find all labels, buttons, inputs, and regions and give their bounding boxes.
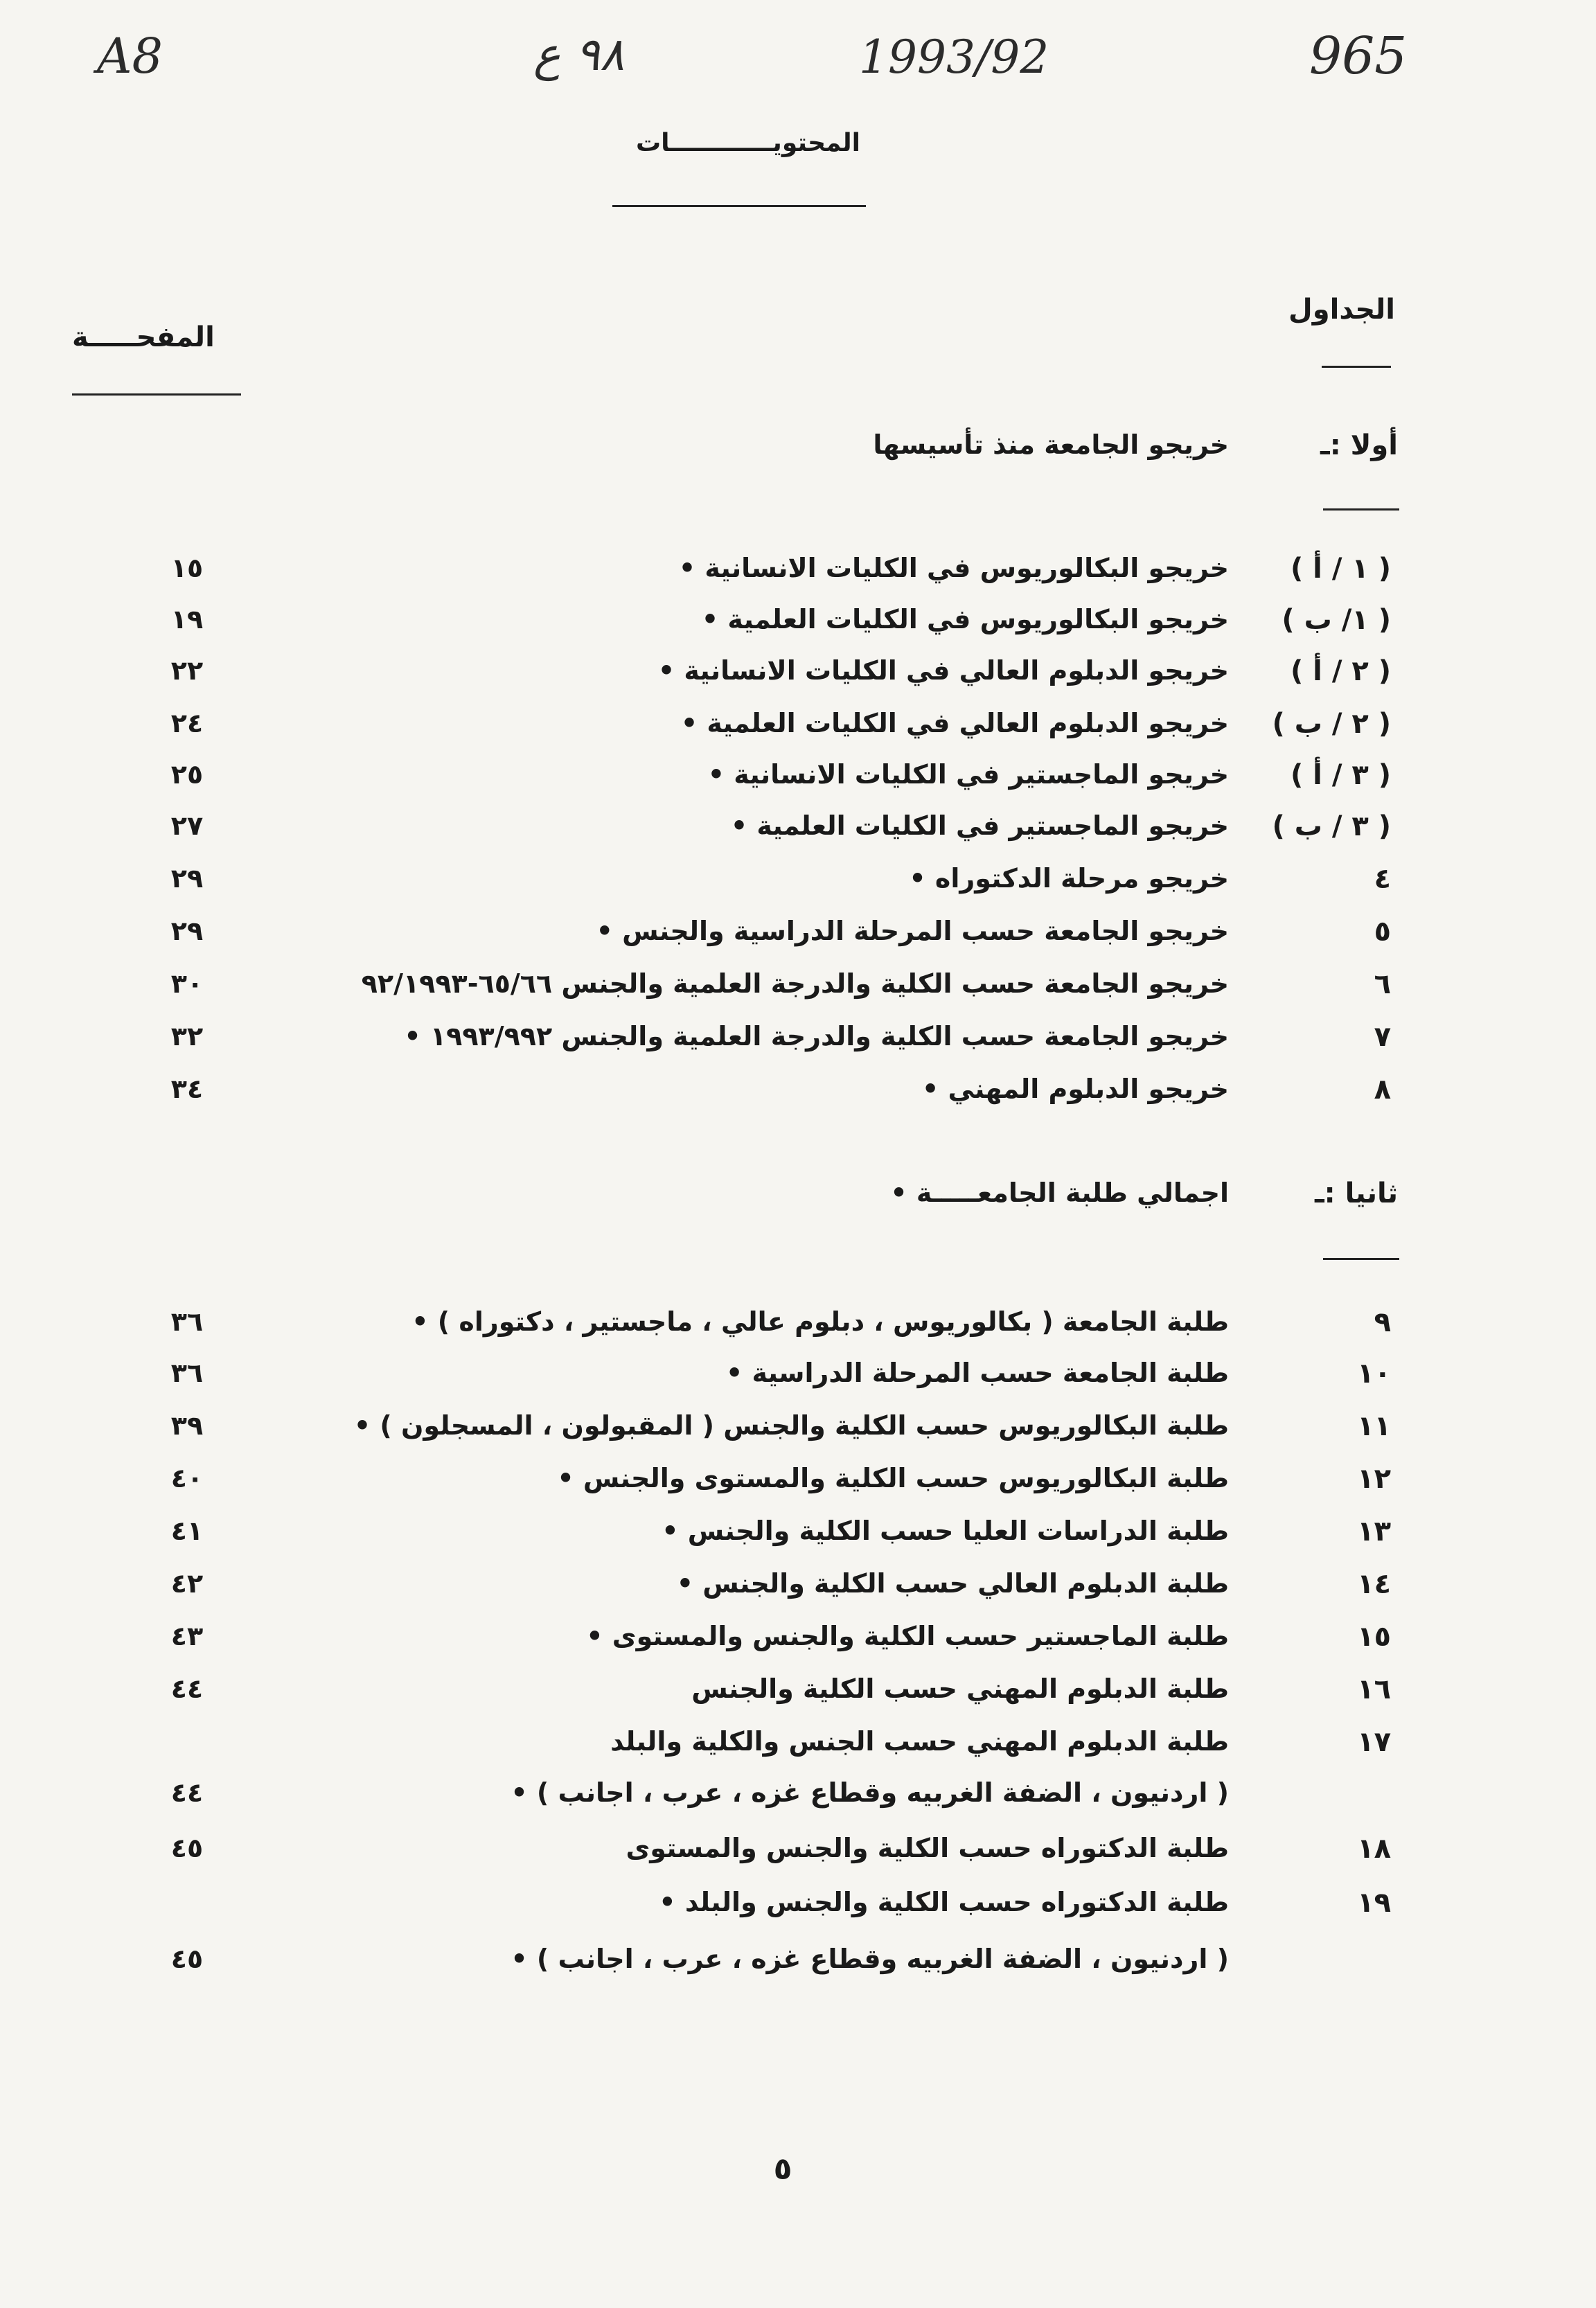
- page-ref: ١٥: [170, 553, 204, 583]
- page-ref: ٤٢: [170, 1568, 204, 1599]
- table-title: طلبة الدبلوم المهني حسب الجنس والكلية والبلد: [610, 1726, 1229, 1757]
- page-ref: ٤٠: [170, 1463, 204, 1493]
- table-title: طلبة الماجستير حسب الكلية والجنس والمستوى •: [586, 1621, 1229, 1651]
- toc-row: [0, 759, 1596, 808]
- section2-title: اجمالي طلبة الجامعـــــة •: [890, 1178, 1229, 1208]
- page-ref: ٣٠: [170, 968, 204, 999]
- page-ref: ٤١: [170, 1516, 204, 1546]
- page-column-header: المفحـــــة: [72, 321, 215, 353]
- table-title: خريجو الدبلوم العالي في الكليات العلمية •: [680, 708, 1229, 738]
- toc-row: [0, 1726, 1596, 1775]
- toc-row: [0, 708, 1596, 756]
- table-number: ٧: [1374, 1021, 1391, 1053]
- toc-row: [0, 1674, 1596, 1722]
- page-ref: ٢٧: [170, 810, 204, 841]
- toc-row: [0, 655, 1596, 704]
- handwritten-top-right: 965: [1309, 26, 1408, 86]
- handwritten-top-left: A8: [97, 28, 163, 85]
- section2-label: ثانيا :ـ: [1315, 1178, 1398, 1209]
- table-title: خريجو الماجستير في الكليات الانسانية •: [707, 759, 1229, 790]
- toc-row: [0, 1887, 1596, 1935]
- tables-header-underline: [1322, 366, 1391, 368]
- table-title: خريجو البكالوريوس في الكليات الانسانية •: [678, 553, 1229, 583]
- page-ref: ٣٩: [170, 1410, 204, 1441]
- table-title: خريجو الجامعة حسب المرحلة الدراسية والجنس •: [596, 916, 1229, 946]
- table-title: طلبة الدكتوراه حسب الكلية والجنس والمستوى: [626, 1833, 1229, 1863]
- table-number: ( ٣ / ب ): [1272, 810, 1391, 842]
- table-title: طلبة الدبلوم المهني حسب الكلية والجنس: [691, 1674, 1229, 1704]
- table-number: ( ٣ / أ ): [1290, 759, 1391, 791]
- toc-row: [0, 1621, 1596, 1669]
- table-title: طلبة البكالوريوس حسب الكلية والمستوى والجنس •: [557, 1463, 1229, 1493]
- table-number: ١٨: [1357, 1833, 1391, 1865]
- table-title: طلبة الدبلوم العالي حسب الكلية والجنس •: [676, 1568, 1229, 1599]
- toc-row: [0, 1568, 1596, 1617]
- page-ref: ٣٢: [170, 1021, 204, 1051]
- table-title: خريجو الجامعة حسب الكلية والدرجة العلمية والجنس ٦٥/٦٦-٩٢/١٩٩٣: [361, 968, 1229, 999]
- table-number: ( ٢ / أ ): [1290, 655, 1391, 687]
- table-title: طلبة الجامعة ( بكالوريوس ، دبلوم عالي ، ماجستير ، دكتوراه ) •: [411, 1306, 1229, 1337]
- table-number: ( ١/ ب ): [1282, 604, 1391, 636]
- toc-row: [0, 968, 1596, 1017]
- table-number: ١٤: [1357, 1568, 1391, 1600]
- toc-row: [0, 1944, 1596, 1992]
- page-ref: ٤٣: [170, 1621, 204, 1651]
- page-ref: ٢٩: [170, 916, 204, 946]
- table-number: ( ٢ / ب ): [1272, 708, 1391, 740]
- page-ref: ٣٦: [170, 1358, 204, 1388]
- table-title: خريجو الدبلوم العالي في الكليات الانسانية •: [657, 655, 1229, 686]
- table-number: ١٧: [1357, 1726, 1391, 1758]
- page-ref: ٤٤: [170, 1674, 204, 1704]
- table-title: خريجو البكالوريوس في الكليات العلمية •: [701, 604, 1229, 634]
- table-number: ٥: [1374, 916, 1391, 948]
- table-number: ١١: [1357, 1410, 1391, 1442]
- table-number: ٤: [1374, 863, 1391, 895]
- toc-row: [0, 1777, 1596, 1826]
- title-underline: [612, 205, 866, 207]
- section1-label: أولا :ـ: [1320, 429, 1398, 461]
- toc-row: [0, 1021, 1596, 1069]
- table-number: ١٩: [1357, 1887, 1391, 1919]
- table-title: طلبة الجامعة حسب المرحلة الدراسية •: [726, 1358, 1229, 1388]
- toc-row: [0, 1516, 1596, 1564]
- table-title: طلبة البكالوريوس حسب الكلية والجنس ( المقبولون ، المسجلون ) •: [353, 1410, 1229, 1441]
- toc-row: [0, 1833, 1596, 1881]
- table-number: ٨: [1374, 1074, 1391, 1106]
- page-ref: ٢٢: [170, 655, 204, 686]
- toc-row: [0, 1306, 1596, 1355]
- page-ref: ٤٥: [170, 1944, 204, 1974]
- toc-row: [0, 1463, 1596, 1511]
- page-ref: ٢٤: [170, 708, 204, 738]
- page-ref: ٢٩: [170, 863, 204, 894]
- page-ref: ٤٥: [170, 1833, 204, 1863]
- page-ref: ٣٦: [170, 1306, 204, 1337]
- page-ref: ٢٥: [170, 759, 204, 790]
- toc-row: [0, 604, 1596, 653]
- toc-row: [0, 553, 1596, 601]
- page-ref: ٤٤: [170, 1777, 204, 1808]
- toc-row: [0, 810, 1596, 859]
- table-number: ١٦: [1357, 1674, 1391, 1705]
- page-header-underline: [72, 393, 241, 396]
- table-title: طلبة الدراسات العليا حسب الكلية والجنس •: [662, 1516, 1229, 1546]
- section1-title: خريجو الجامعة منذ تأسيسها: [873, 429, 1229, 460]
- page-number: ٥: [773, 2151, 792, 2187]
- section2-underline: [1323, 1258, 1399, 1260]
- page-title: المحتويــــــــــــات: [635, 129, 861, 157]
- table-number: ١٣: [1357, 1516, 1391, 1547]
- handwritten-year: 1993/92: [859, 30, 1049, 84]
- toc-row: [0, 863, 1596, 912]
- table-title: خريجو مرحلة الدكتوراه •: [909, 863, 1229, 894]
- table-number: ٩: [1374, 1306, 1391, 1338]
- section1-underline: [1323, 508, 1399, 511]
- table-number: ١٠: [1357, 1358, 1391, 1390]
- table-title: خريجو الماجستير في الكليات العلمية •: [730, 810, 1229, 841]
- toc-row: [0, 916, 1596, 964]
- table-number: ( ١ / أ ): [1290, 553, 1391, 585]
- toc-row: [0, 1410, 1596, 1459]
- table-title: خريجو الدبلوم المهني •: [922, 1074, 1229, 1104]
- table-title: ( اردنيون ، الضفة الغربيه وقطاع غزه ، عرب ، اجانب ) •: [511, 1944, 1229, 1974]
- table-number: ١٢: [1357, 1463, 1391, 1495]
- table-title: طلبة الدكتوراه حسب الكلية والجنس والبلد •: [659, 1887, 1229, 1917]
- table-title: خريجو الجامعة حسب الكلية والدرجة العلمية والجنس ١٩٩٣/٩٩٢ •: [404, 1021, 1229, 1051]
- handwritten-top-mid: ٩٨ ع: [533, 28, 625, 81]
- page-ref: ٣٤: [170, 1074, 204, 1104]
- table-number: ١٥: [1357, 1621, 1391, 1653]
- tables-header: الجداول: [1288, 294, 1395, 326]
- toc-row: [0, 1358, 1596, 1406]
- page-ref: ١٩: [170, 604, 204, 634]
- toc-row: [0, 1074, 1596, 1122]
- table-title: ( اردنيون ، الضفة الغربيه وقطاع غزه ، عرب ، اجانب ) •: [511, 1777, 1229, 1808]
- table-number: ٦: [1374, 968, 1391, 1000]
